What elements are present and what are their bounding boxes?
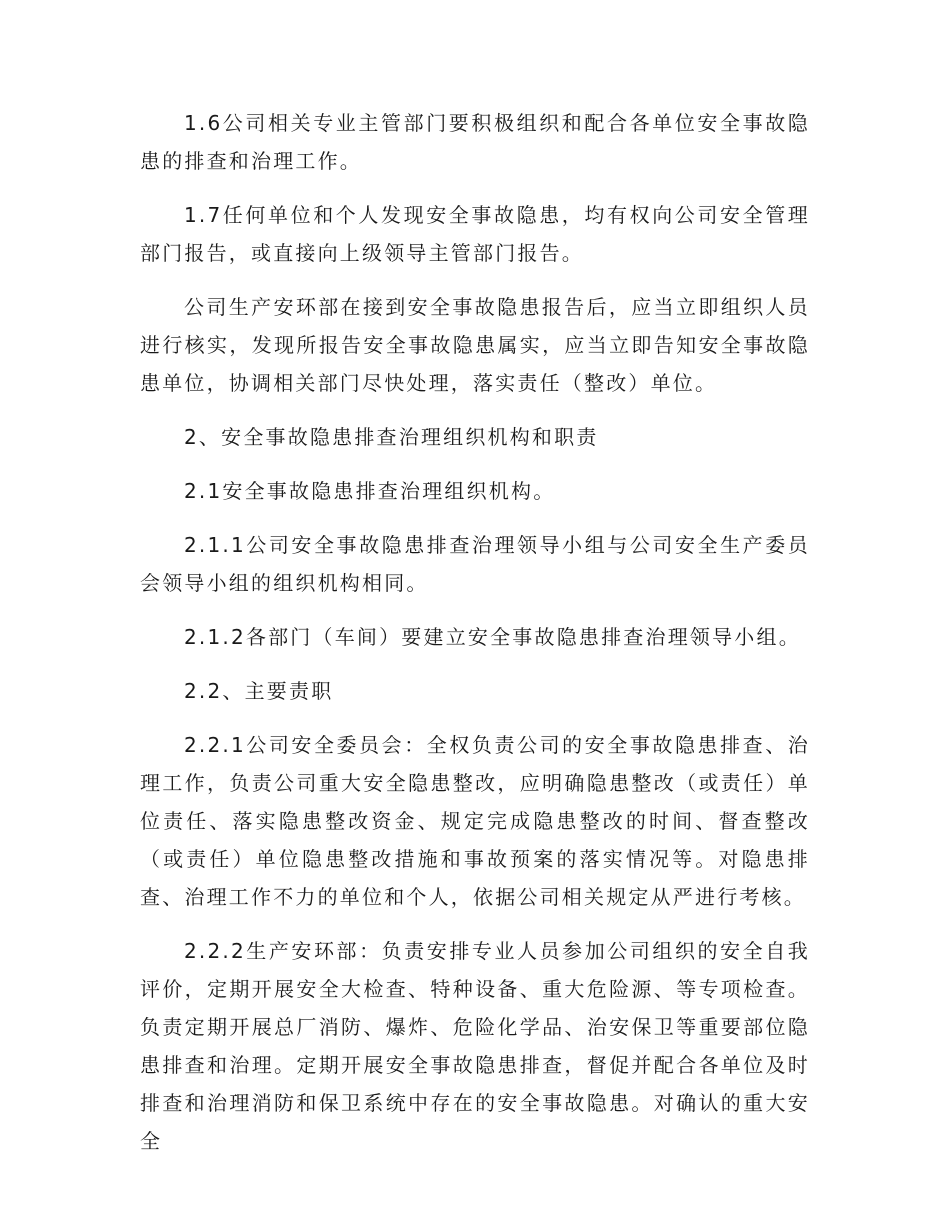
section-heading-2: 2、安全事故隐患排查治理组织机构和职责 bbox=[184, 425, 599, 449]
paragraph-2-2-2: 2.2.2生产安环部：负责安排专业人员参加公司组织的安全自我评价，定期开展安全大检查、特种设备、重大危险源、等专项检查。负责定期开展总厂消防、爆炸、危险化学品、治安保卫等重要部位隐患排查和治理。定期开展安全事故隐患排查，督促并配合各单位及时排查和治理消防和保卫系统中存在的安全事故隐患。对确认的重大安全 bbox=[140, 939, 810, 1153]
paragraph-2-2-1: 2.2.1公司安全委员会：全权负责公司的安全事故隐患排查、治理工作，负责公司重大安全隐患整改，应明确隐患整改（或责任）单位责任、落实隐患整改资金、规定完成隐患整改的时间、督查整改（或责任）单位隐患整改措施和事故预案的落实情况等。对隐患排查、治理工作不力的单位和个人，依据公司相关规定从严进行考核。 bbox=[140, 733, 810, 909]
paragraph-report-handling: 公司生产安环部在接到安全事故隐患报告后，应当立即组织人员进行核实，发现所报告安全事故隐患属实，应当立即告知安全事故隐患单位，协调相关部门尽快处理，落实责任（整改）单位。 bbox=[140, 295, 810, 395]
paragraph-1-7: 1.7任何单位和个人发现安全事故隐患，均有权向公司安全管理部门报告，或直接向上级领导主管部门报告。 bbox=[140, 203, 810, 265]
document-page bbox=[140, 104, 810, 1176]
paragraph-2-1-2: 2.1.2各部门（车间）要建立安全事故隐患排查治理领导小组。 bbox=[184, 625, 801, 649]
section-heading-2-2: 2.2、主要责职 bbox=[184, 679, 334, 703]
paragraph-1-6: 1.6公司相关专业主管部门要积极组织和配合各单位安全事故隐患的排查和治理工作。 bbox=[140, 111, 810, 173]
paragraph-2-1-1: 2.1.1公司安全事故隐患排查治理领导小组与公司安全生产委员会领导小组的组织机构相同。 bbox=[140, 533, 810, 595]
paragraph-2-1: 2.1安全事故隐患排查治理组织机构。 bbox=[184, 479, 556, 503]
